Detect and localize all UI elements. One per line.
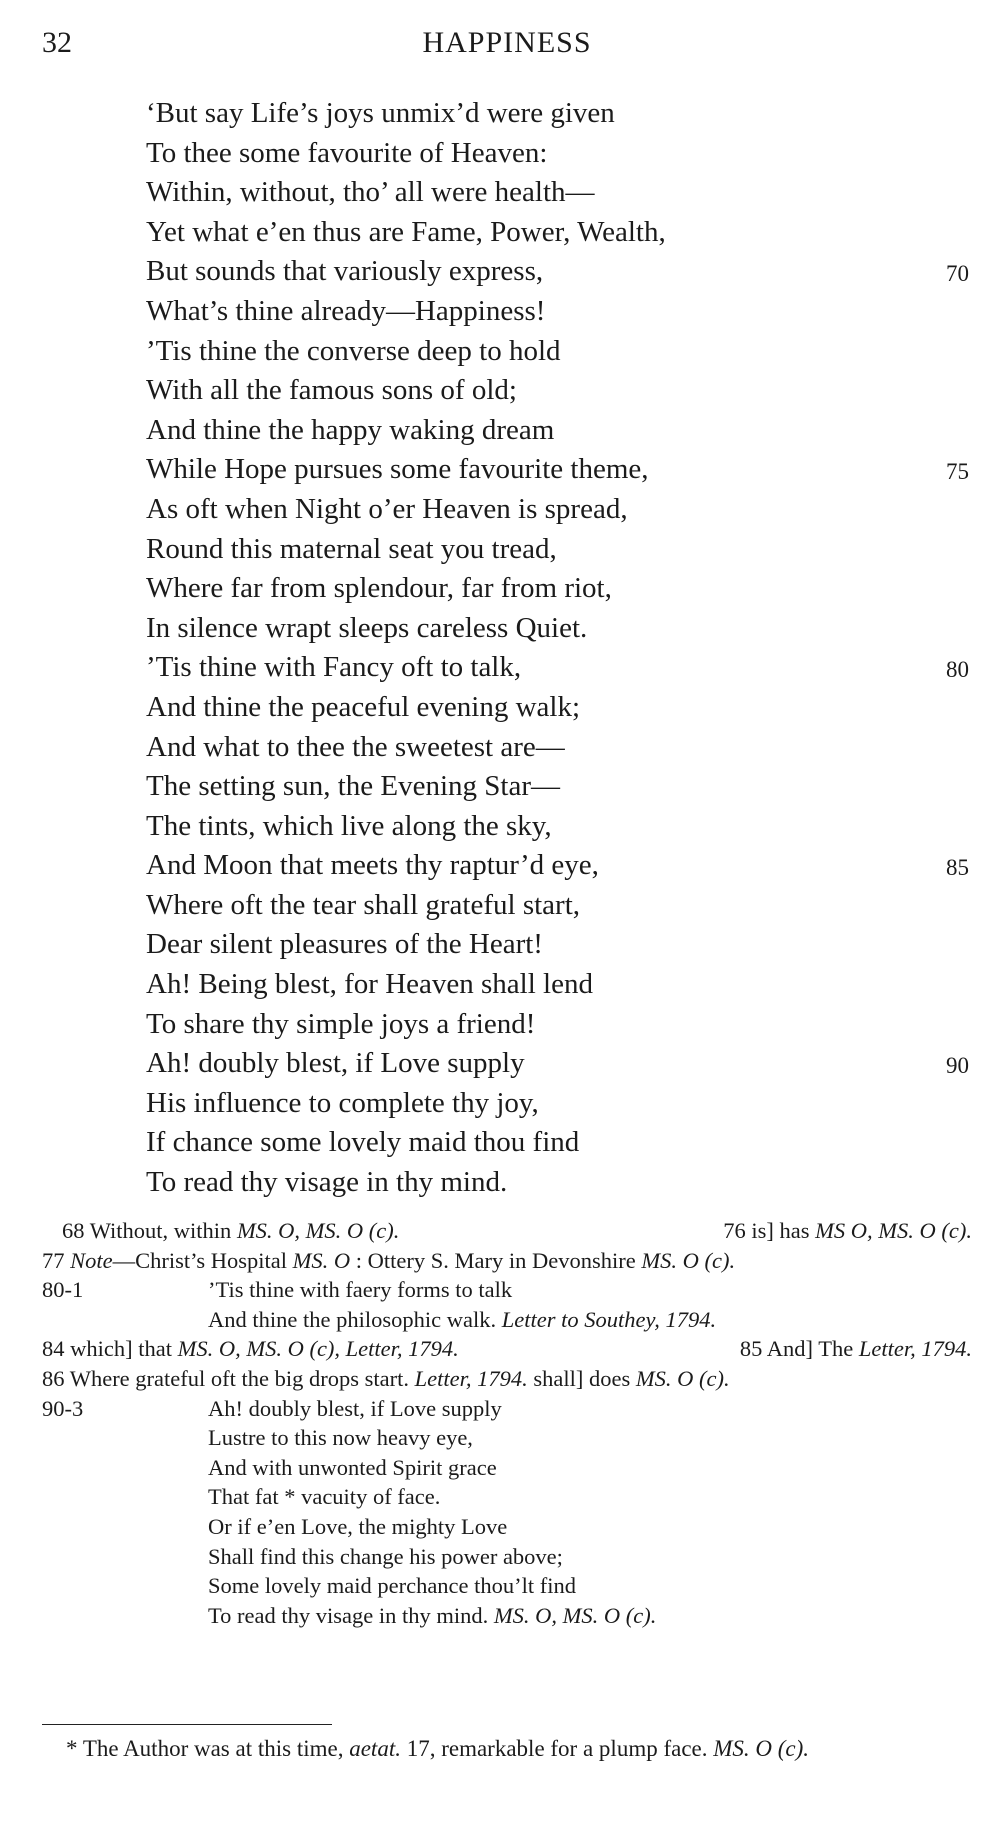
- poem-line-text: Ah! doubly blest, if Love supply: [146, 1047, 525, 1080]
- poem-line-text: If chance some lovely maid thou find: [146, 1126, 580, 1159]
- variant-line: That fat * vacuity of face.: [208, 1484, 441, 1510]
- poem-line-text: Ah! Being blest, for Heaven shall lend: [146, 968, 593, 1001]
- poem-line: [146, 411, 976, 451]
- poem-line: [146, 94, 976, 134]
- poem-line: [146, 490, 976, 530]
- variant-line: Some lovely maid perchance thou’lt find: [208, 1573, 577, 1599]
- line-number: 75: [946, 459, 969, 485]
- poem-line: [146, 846, 976, 886]
- poem-text: [146, 94, 976, 1203]
- poem-line-text: What’s thine already—Happiness!: [146, 294, 546, 327]
- note-84: 84 which] that MS. O, MS. O (c), Letter, 1794.: [42, 1336, 459, 1362]
- poem-line: [146, 728, 976, 768]
- poem-line: [146, 767, 976, 807]
- textual-notes: [42, 1216, 972, 1630]
- poem-line-text: To share thy simple joys a friend!: [146, 1007, 536, 1040]
- poem-line: [146, 173, 976, 213]
- poem-line: [146, 886, 976, 926]
- note-76: 76 is] has MS O, MS. O (c).: [723, 1218, 972, 1243]
- poem-line: [146, 213, 976, 253]
- poem-line-text: And what to thee the sweetest are—: [146, 730, 565, 763]
- poem-line-text: To thee some favourite of Heaven:: [146, 136, 548, 169]
- variant-line: And with unwonted Spirit grace: [208, 1454, 497, 1480]
- note-84-85: [42, 1334, 972, 1364]
- poem-line-text: The setting sun, the Evening Star—: [146, 770, 560, 803]
- poem-line: [146, 134, 976, 174]
- variant-line: 90-3 Ah! doubly blest, if Love supply: [42, 1394, 972, 1424]
- poem-line-text: As oft when Night o’er Heaven is spread,: [146, 492, 628, 525]
- poem-line: [146, 569, 976, 609]
- poem-line: [146, 450, 976, 490]
- poem-line: [146, 1005, 976, 1045]
- poem-line: [146, 965, 976, 1005]
- poem-line-text: His influence to complete thy joy,: [146, 1086, 539, 1119]
- poem-line-text: And thine the happy waking dream: [146, 413, 555, 446]
- note-68-76: [42, 1216, 972, 1246]
- variant-line: Shall find this change his power above;: [208, 1543, 563, 1569]
- poem-line: [146, 252, 976, 292]
- running-title: HAPPINESS: [422, 26, 592, 59]
- poem-line-text: Where oft the tear shall grateful start,: [146, 888, 580, 921]
- poem-line: [146, 530, 976, 570]
- note-90-3: [42, 1394, 972, 1631]
- poem-line-text: But sounds that variously express,: [146, 255, 544, 288]
- page-header: [42, 26, 972, 66]
- variant-line: Or if e’en Love, the mighty Love: [208, 1513, 508, 1539]
- poem-line-text: Within, without, tho’ all were health—: [146, 176, 595, 209]
- poem-line-text: Where far from splendour, far from riot,: [146, 572, 612, 605]
- poem-line-text: And thine the peaceful evening walk;: [146, 690, 581, 723]
- poem-line: [146, 1044, 976, 1084]
- note-80-1-cont: [42, 1305, 972, 1335]
- footnote: * The Author was at this time, aetat. 17, remarkable for a plump face. MS. O (c).: [66, 1736, 810, 1761]
- line-number: 85: [946, 855, 969, 881]
- poem-line: [146, 1084, 976, 1124]
- variant-line: To read thy visage in thy mind. MS. O, MS. O (c).: [208, 1602, 657, 1628]
- poem-line: [146, 292, 976, 332]
- note-77: 77 Note—Christ’s Hospital MS. O : Ottery S. Mary in Devonshire MS. O (c).: [42, 1247, 736, 1273]
- poem-line-text: ’Tis thine the converse deep to hold: [146, 334, 561, 367]
- line-number: 90: [946, 1053, 969, 1079]
- poem-line: [146, 807, 976, 847]
- poem-line: [146, 609, 976, 649]
- poem-line-text: While Hope pursues some favourite theme,: [146, 453, 649, 486]
- note-80-1: [42, 1275, 972, 1305]
- poem-line: [146, 688, 976, 728]
- poem-line-text: With all the famous sons of old;: [146, 374, 517, 407]
- poem-line-text: Dear silent pleasures of the Heart!: [146, 928, 543, 961]
- note-80-number: 80-1: [42, 1277, 84, 1303]
- poem-line: [146, 1123, 976, 1163]
- poem-line-text: ‘But say Life’s joys unmix’d were given: [146, 97, 615, 129]
- note-85: 85 And] The Letter, 1794.: [739, 1336, 972, 1362]
- poem-line: [146, 925, 976, 965]
- line-number: 80: [946, 657, 969, 683]
- poem-line-text: And Moon that meets thy raptur’d eye,: [146, 849, 599, 882]
- poem-line-text: Yet what e’en thus are Fame, Power, Wealth,: [146, 215, 666, 248]
- poem-line: [146, 1163, 976, 1203]
- note-86: 86 Where grateful oft the big drops start. Letter, 1794. shall] does MS. O (c).: [42, 1365, 730, 1391]
- line-number: 70: [946, 261, 969, 287]
- poem-line-text: The tints, which live along the sky,: [146, 809, 552, 842]
- poem-line-text: To read thy visage in thy mind.: [146, 1166, 508, 1199]
- footnote-rule: [42, 1724, 332, 1725]
- note-90-number: 90-3: [42, 1395, 84, 1421]
- poem-line-text: Round this maternal seat you tread,: [146, 532, 557, 565]
- poem-line: [146, 648, 976, 688]
- poem-line-text: In silence wrapt sleeps careless Quiet.: [146, 611, 588, 644]
- variant-line: ’Tis thine with faery forms to talk: [208, 1277, 513, 1303]
- poem-line: [146, 371, 976, 411]
- poem-line-text: ’Tis thine with Fancy oft to talk,: [146, 651, 522, 684]
- variant-line: Lustre to this now heavy eye,: [208, 1425, 473, 1451]
- page-number: 32: [42, 26, 72, 59]
- note-68: 68 Without, within MS. O, MS. O (c).: [62, 1218, 400, 1243]
- poem-line: [146, 332, 976, 372]
- variant-line: And thine the philosophic walk. Letter to Southey, 1794.: [208, 1306, 717, 1332]
